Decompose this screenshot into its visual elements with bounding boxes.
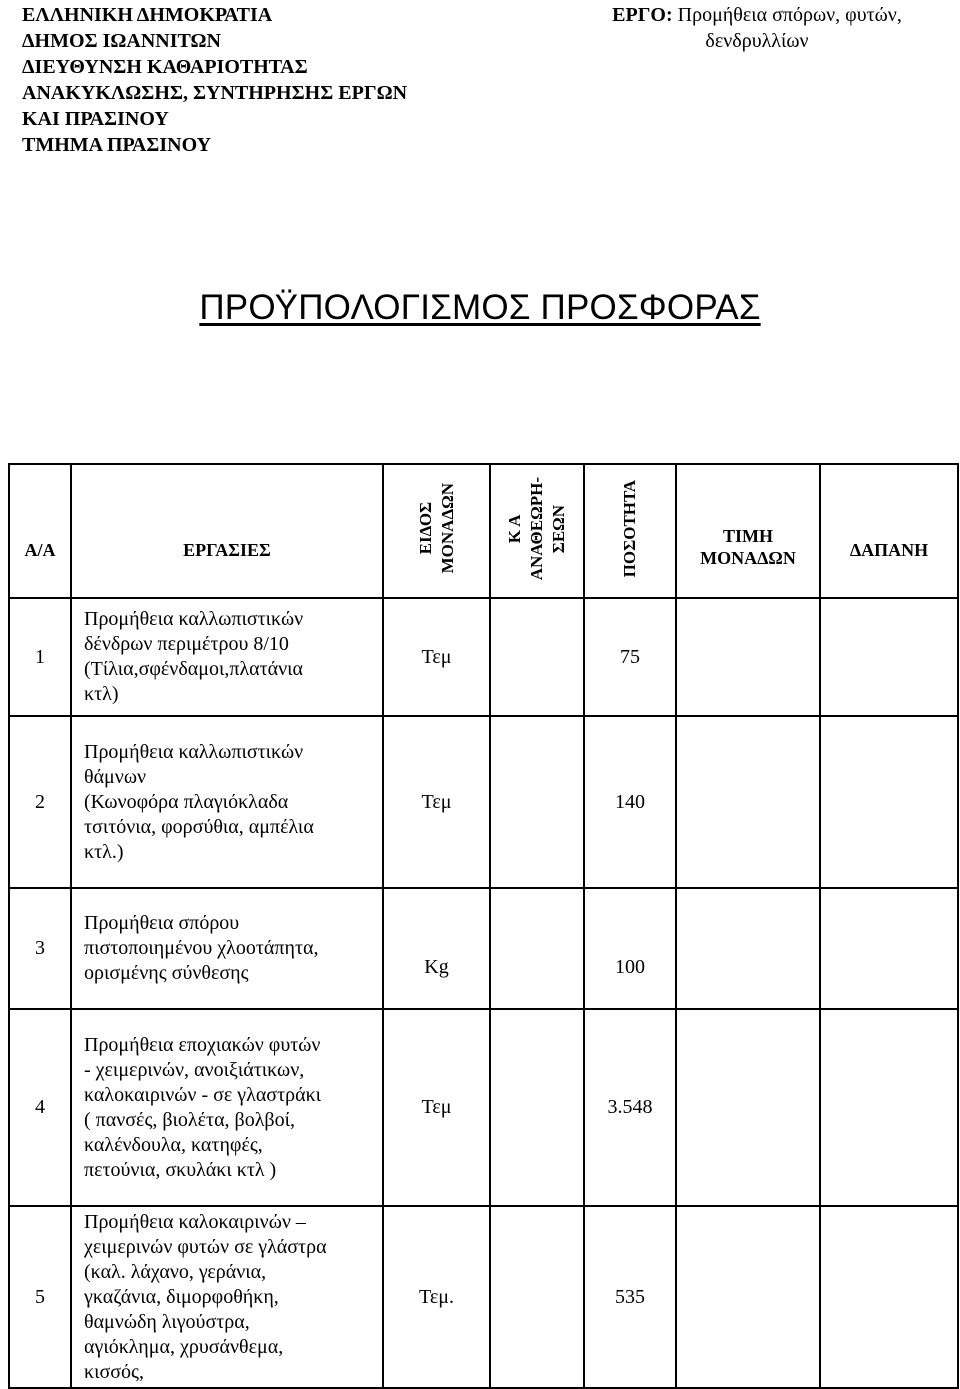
row-unit-price (676, 888, 820, 1009)
row-unit: Τεμ. (383, 1206, 490, 1388)
row-unit-price (676, 598, 820, 716)
row-number: 2 (9, 716, 71, 888)
header-unit-price: ΤΙΜΗ ΜΟΝΑΔΩΝ (676, 464, 820, 598)
project-text-continued: δενδρυλλίων (705, 30, 809, 52)
table-row (9, 888, 958, 1009)
row-ka (490, 1009, 584, 1206)
row-quantity: 535 (584, 1206, 676, 1388)
row-description: Προμήθεια σπόρου πιστοποιημένου χλοοτάπητα, ορισμένης σύνθεσης (71, 888, 383, 1009)
table-row (9, 1206, 958, 1388)
row-quantity: 75 (584, 598, 676, 716)
row-number: 5 (9, 1206, 71, 1388)
project-header (577, 2, 937, 54)
row-quantity: 100 (584, 888, 676, 1009)
table-row (9, 716, 958, 888)
row-number: 3 (9, 888, 71, 1009)
row-description: Προμήθεια καλλωπιστικών θάμνων (Κωνοφόρα πλαγιόκλαδα τσιτόνια, φορσύθια, αμπέλια κτλ.) (71, 716, 383, 888)
row-unit-price (676, 1206, 820, 1388)
row-ka (490, 716, 584, 888)
row-ka (490, 1206, 584, 1388)
row-description: Προμήθεια καλλωπιστικών δένδρων περιμέτρου 8/10 (Τίλια,σφένδαμοι,πλατάνια κτλ) (71, 598, 383, 716)
header-ka-revisions: Κ Α ΑΝΑΘΕΩΡΗ- ΣΕΩΝ (490, 464, 584, 598)
header-line: ΤΜΗΜΑ ΠΡΑΣΙΝΟΥ (22, 134, 212, 156)
table-row (9, 1009, 958, 1206)
header-line: ΑΝΑΚΥΚΛΩΣΗΣ, ΣΥΝΤΗΡΗΣΗΣ ΕΡΓΩΝ (22, 82, 408, 104)
header-line: ΔΙΕΥΘΥΝΣΗ ΚΑΘΑΡΙΟΤΗΤΑΣ (22, 56, 308, 78)
header-row (9, 464, 958, 598)
row-quantity: 140 (584, 716, 676, 888)
header-aa: Α/Α (9, 464, 71, 598)
row-description: Προμήθεια εποχιακών φυτών - χειμερινών, ανοιξιάτικων, καλοκαιρινών - σε γλαστράκι ( πανσές, βιολέτα, βολβοί, καλένδουλα, κατηφές, πετούνια, σκυλάκι κτλ ) (71, 1009, 383, 1206)
page-title: ΠΡΟΫΠΟΛΟΓΙΣΜΟΣ ΠΡΟΣΦΟΡΑΣ (199, 288, 761, 327)
row-cost (820, 888, 958, 1009)
row-number: 1 (9, 598, 71, 716)
row-cost (820, 1009, 958, 1206)
row-unit: Τεμ (383, 716, 490, 888)
row-unit: Τεμ (383, 598, 490, 716)
table-row (9, 598, 958, 716)
row-quantity: 3.548 (584, 1009, 676, 1206)
row-cost (820, 1206, 958, 1388)
row-unit-price (676, 716, 820, 888)
row-description: Προμήθεια καλοκαιρινών – χειμερινών φυτών σε γλάστρα (καλ. λάχανο, γεράνια, γκαζάνια, διμορφοθήκη, θαμνώδη λιγούστρα, αγιόκλημα, χρυσάνθεμα, κισσός, (71, 1206, 383, 1388)
row-unit: Τεμ (383, 1009, 490, 1206)
department-header (22, 2, 407, 158)
project-label: ΕΡΓΟ: (612, 4, 673, 26)
row-cost (820, 598, 958, 716)
header-line: ΚΑΙ ΠΡΑΣΙΝΟΥ (22, 108, 169, 130)
header-line: ΕΛΛΗΝΙΚΗ ΔΗΜΟΚΡΑΤΙΑ (22, 4, 273, 26)
row-unit-price (676, 1009, 820, 1206)
header-unit-type: ΕΙΔΟΣ ΜΟΝΑΔΩΝ (383, 464, 490, 598)
header-cost: ΔΑΠΑΝΗ (820, 464, 958, 598)
row-number: 4 (9, 1009, 71, 1206)
row-ka (490, 598, 584, 716)
row-unit: Kg (383, 888, 490, 1009)
budget-table (8, 463, 959, 1389)
header-works: ΕΡΓΑΣΙΕΣ (71, 464, 383, 598)
row-cost (820, 716, 958, 888)
row-ka (490, 888, 584, 1009)
header-line: ΔΗΜΟΣ ΙΩΑΝΝΙΤΩΝ (22, 30, 221, 52)
project-text: Προμήθεια σπόρων, φυτών, (672, 4, 902, 26)
header-quantity: ΠΟΣΟΤΗΤΑ (584, 464, 676, 598)
